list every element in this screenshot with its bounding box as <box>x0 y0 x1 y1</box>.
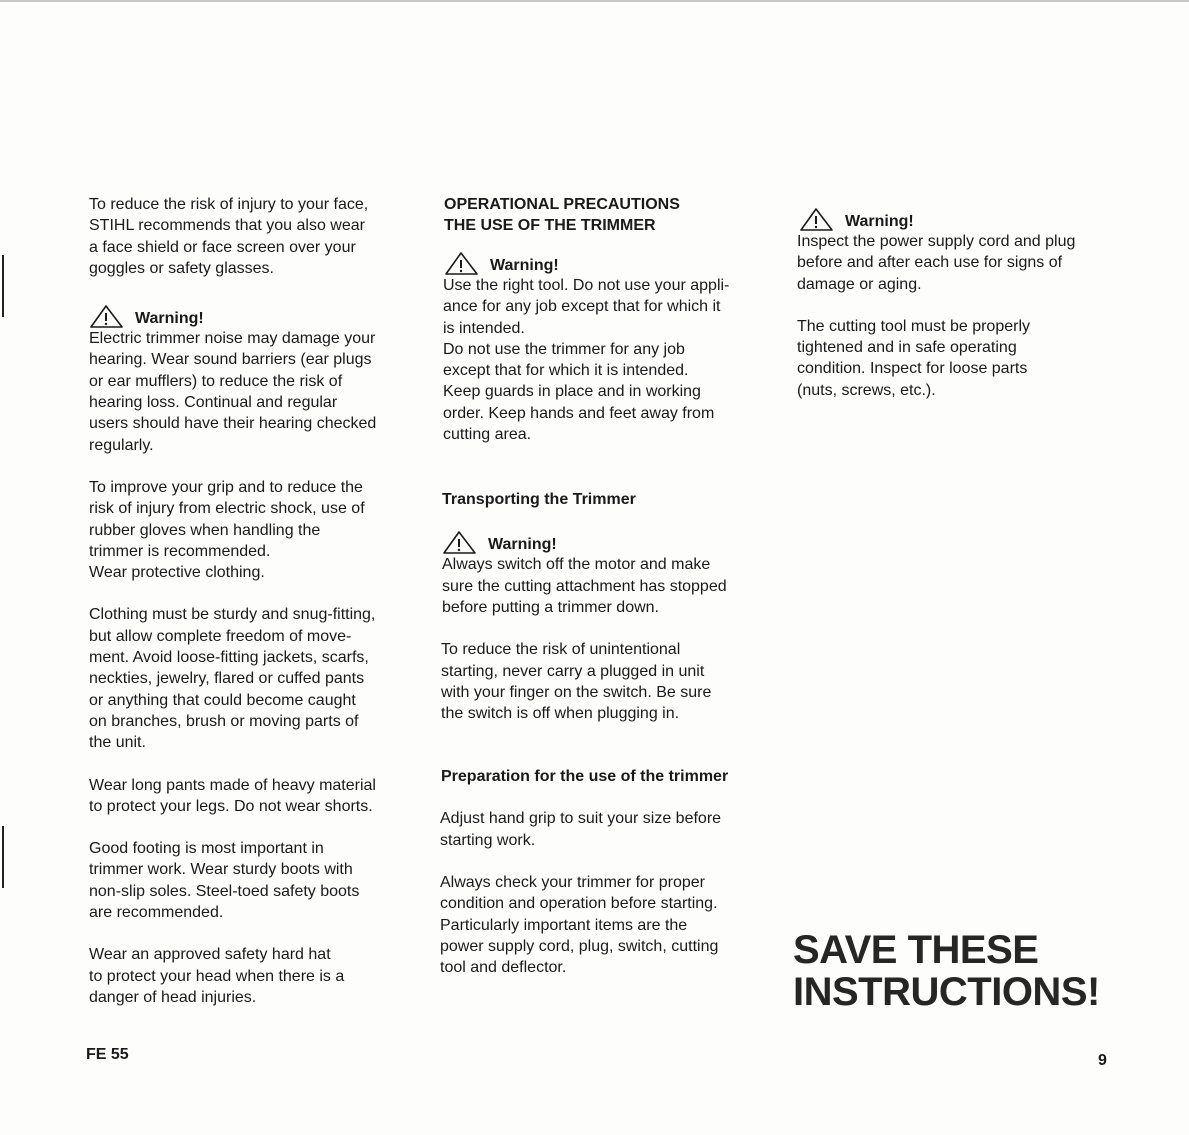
noise-warning-paragraph: Electric trimmer noise may damage your hearing. Wear sound barriers (ear plugs or ear mufflers) to reduce the risk of hearing loss. Continual and regular users should have their hearing checked regularly. <box>89 330 377 454</box>
warning-triangle-icon <box>442 530 480 554</box>
page-number: 9 <box>1098 1052 1107 1069</box>
preparation-heading: Preparation for the use of the trimmer <box>441 768 729 786</box>
unintentional-start-paragraph: To reduce the risk of unintentional starting, never carry a plugged in unit with your finger on the switch. Be sure the switch is off when plugging in. <box>441 641 712 723</box>
transporting-heading: Transporting the Trimmer <box>442 491 636 509</box>
top-edge-rule <box>0 0 1189 2</box>
model-label: FE 55 <box>86 1046 129 1063</box>
warning-heading <box>799 207 1115 231</box>
warning-label: Warning! <box>488 536 557 554</box>
check-trimmer-paragraph: Always check your trimmer for proper condition and operation before starting. Particularly important items are the power supply cord, plug, switch, cutting tool and deflector. <box>440 874 719 977</box>
gloves-paragraph: To improve your grip and to reduce the risk of injury from electric shock, use of rubber gloves when handling the trimmer is recommended. Wear protective clothing. <box>89 478 365 582</box>
save-instructions-title: SAVE THESE INSTRUCTIONS! <box>793 928 1100 1014</box>
warning-triangle-icon <box>799 207 837 231</box>
warning-triangle-icon <box>444 251 482 275</box>
right-column <box>795 207 1115 422</box>
hard-hat-paragraph: Wear an approved safety hard hat to protect your head when there is a danger of head injuries. <box>89 946 345 1006</box>
warning-label: Warning! <box>135 310 204 328</box>
clothing-paragraph: Clothing must be sturdy and snug-fitting, but allow complete freedom of move- ment. Avoid loose-fitting jackets, scarfs, neckties, jewelry, flared or cuffed pants or anything that could become caught on branches, brush or moving parts of the unit. <box>89 606 376 752</box>
long-pants-paragraph: Wear long pants made of heavy material to protect your legs. Do not wear shorts. <box>89 776 376 815</box>
left-column <box>89 194 409 1029</box>
operational-precautions-heading: OPERATIONAL PRECAUTIONS THE USE OF THE TRIMMER <box>444 196 680 234</box>
right-tool-paragraph: Use the right tool. Do not use your appli- ance for any job except that for which it is intended. Do not use the trimmer for any job except that for which it is intended. Keep guards in place and in working order. Keep hands and feet away from cutting area. <box>443 277 730 444</box>
warning-label: Warning! <box>845 213 914 230</box>
warning-heading <box>89 304 409 328</box>
middle-column <box>440 194 760 1000</box>
warning-heading <box>444 251 760 275</box>
hand-grip-paragraph: Adjust hand grip to suit your size before starting work. <box>440 810 722 849</box>
scan-edge-mark <box>2 255 4 317</box>
switch-off-paragraph: Always switch off the motor and make sure the cutting attachment has stopped before putting a trimmer down. <box>442 556 727 616</box>
face-shield-paragraph: To reduce the risk of injury to your face, STIHL recommends that you also wear a face shield or face screen over your goggles or safety glasses. <box>89 196 369 277</box>
footing-paragraph: Good footing is most important in trimmer work. Wear sturdy boots with non-slip soles. Steel-toed safety boots are recommended. <box>89 840 360 922</box>
scan-edge-mark <box>2 826 4 888</box>
warning-triangle-icon <box>89 304 127 328</box>
inspect-cord-paragraph: Inspect the power supply cord and plug before and after each use for signs of damage or aging. <box>797 233 1076 293</box>
warning-heading <box>442 530 760 554</box>
cutting-tool-paragraph: The cutting tool must be properly tightened and in safe operating condition. Inspect for loose parts (nuts, screws, etc.). <box>797 317 1031 399</box>
warning-label: Warning! <box>490 257 559 274</box>
